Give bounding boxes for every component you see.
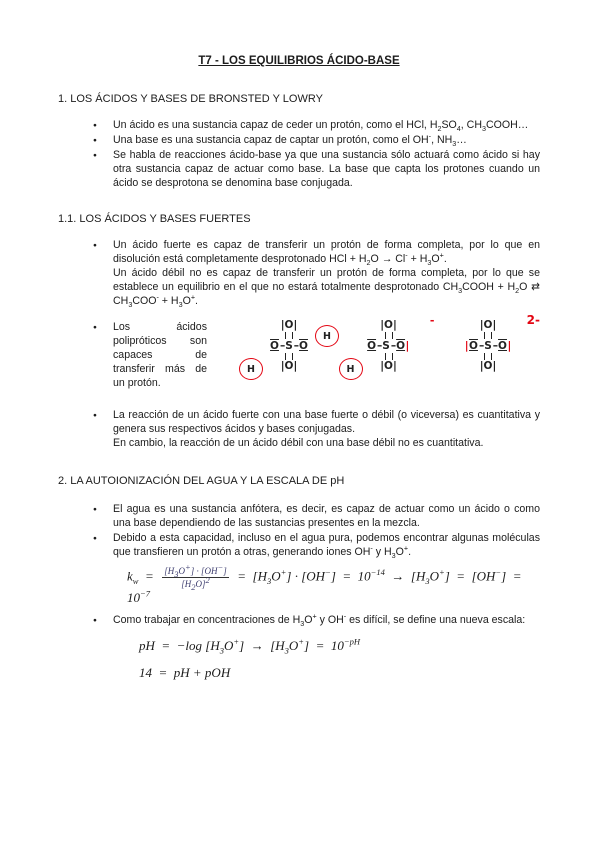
oxygen-left: O bbox=[270, 340, 279, 352]
reaction-paragraph-2: En cambio, la reacción de un ácido débil con una base débil no es cuantitativa. bbox=[113, 437, 484, 449]
sulfur-atom: S bbox=[285, 340, 293, 352]
hydrogen-circled-icon: H bbox=[315, 325, 339, 347]
oxygen-right: O bbox=[498, 340, 507, 352]
reaction-paragraph-1: ● La reacción de un ácido fuerte con una base fuerte o débil (o viceversa) es cuantitativa y genera sus respectivos ácidos y bases conjugadas. bbox=[113, 409, 540, 435]
polyprotic-text: ● Los ácidos polipróticos son capaces de transferir más de un protón. bbox=[113, 321, 207, 389]
lewis-structure-h2so4 bbox=[241, 320, 337, 398]
oxygen-bottom: |O| bbox=[280, 360, 298, 372]
single-bond-icon: – bbox=[377, 340, 382, 352]
lone-pair-red-icon: | bbox=[507, 340, 512, 352]
kw-formula: $k_w$ = $\frac{[H_3O^+] \cdot [OH^-]}{[H_2O]^2}$ = $[H_3O^+] \cdot [OH^-] = 10^{-14} \to [H_3O^+] = [OH^-] = 10^{-7}$ bbox=[127, 562, 525, 605]
section-1-1-heading: 1.1. LOS ÁCIDOS Y BASES FUERTES bbox=[58, 213, 251, 225]
single-bond-icon: – bbox=[478, 340, 484, 352]
single-bond-icon: – bbox=[390, 340, 396, 352]
oxygen-bottom: |O| bbox=[479, 360, 497, 372]
double-bond-icon bbox=[385, 353, 393, 360]
weak-acid-paragraph: Un ácido débil no es capaz de transferir un protón de forma completa, por lo que se establece un equilibrio en el que no estará totalmente desprotonado $CH_3COOH + H_2O$ ⇄ $CH_3COO^- + H_3O^+$. bbox=[113, 267, 540, 310]
page-title: T7 - LOS EQUILIBRIOS ÁCIDO-BASE bbox=[198, 55, 400, 67]
oxygen-left: O bbox=[367, 340, 377, 352]
bullet-acid-definition: ● Un ácido es una sustancia capaz de ceder un protón, como el HCl, $H_2SO_4$, $CH_3COOH\dots$ bbox=[113, 118, 540, 132]
bullet-polyprotic bbox=[113, 313, 540, 398]
oxygen-top: |O| bbox=[479, 319, 497, 331]
bullet-strong-acid bbox=[113, 238, 540, 308]
bullet-quantitative-reaction bbox=[113, 408, 540, 450]
poh-formula: 14 = pH + pOH bbox=[139, 665, 231, 680]
negative-charge-label: - bbox=[429, 314, 435, 327]
oxygen-left: O bbox=[469, 340, 478, 352]
double-bond-icon bbox=[484, 332, 492, 339]
lewis-structures bbox=[207, 313, 540, 398]
double-bond-icon bbox=[285, 353, 293, 360]
section-2-bullet-list bbox=[58, 502, 540, 682]
ph-formula: pH = −log $[H_3O^+] \to [H_3O^+] = 10^{-pH}$ bbox=[139, 636, 361, 656]
lewis-structure-so4 bbox=[440, 313, 540, 398]
bullet-ph-scale bbox=[113, 613, 540, 682]
oxygen-top: |O| bbox=[380, 319, 397, 331]
section-1-1-bullet-list bbox=[58, 238, 540, 450]
hydrogen-circled-icon: H bbox=[339, 358, 363, 380]
bullet-autoionization bbox=[113, 531, 540, 607]
sulfur-atom: S bbox=[382, 340, 390, 352]
oxygen-bottom: |O| bbox=[380, 360, 397, 372]
double-bond-icon bbox=[484, 353, 492, 360]
single-bond-icon: – bbox=[293, 340, 299, 352]
section-1-bullet-list bbox=[58, 118, 540, 190]
section-2-heading: 2. LA AUTOIONIZACIÓN DEL AGUA Y LA ESCALA DE pH bbox=[58, 475, 345, 487]
single-bond-icon: – bbox=[279, 340, 285, 352]
sulfur-atom: S bbox=[484, 340, 492, 352]
double-bond-icon bbox=[285, 332, 293, 339]
ph-scale-text: ● Como trabajar en concentraciones de $H_3O^+$ y OH- es difícil, se define una nueva escala: bbox=[113, 611, 526, 629]
oxygen-right: O bbox=[299, 340, 308, 352]
hydrogen-circled-icon: H bbox=[239, 358, 263, 380]
lone-pair-red-icon: | bbox=[464, 340, 469, 352]
bullet-amphoteric-water: ● El agua es una sustancia anfótera, es decir, es capaz de actuar como un ácido o como una base dependiendo de las sustancias presentes en la mezcla. bbox=[113, 502, 540, 530]
lewis-structure-hso4 bbox=[341, 314, 437, 398]
autoionization-text: ● Debido a esta capacidad, incluso en el agua pura, podemos encontrar algunas moléculas que transfieren un protón a otras, generando iones OH- y $H_3O^+$. bbox=[113, 532, 540, 561]
bullet-base-definition: ● Una base es una sustancia capaz de captar un protón, como el OH-, $NH_3\dots$ bbox=[113, 133, 540, 147]
strong-acid-paragraph: ● Un ácido fuerte es capaz de transferir un protón de forma completa, por lo que en disolución está completamente desprotonado HCl + $H_2O \to Cl^- + H_3O^+$. bbox=[113, 239, 540, 268]
oxygen-top: |O| bbox=[280, 319, 298, 331]
oxygen-right: O bbox=[396, 340, 406, 352]
bullet-acid-base-reactions: ● Se habla de reacciones ácido-base ya que una sustancia sólo actuará como ácido si hay otra sustancia capaz de actuar como base. La base que capta los protones cuando un ácido se desprotona se denomina base conjugada. bbox=[113, 148, 540, 190]
lone-pair-red-icon: | bbox=[405, 340, 410, 352]
two-minus-charge-label: 2- bbox=[526, 313, 540, 327]
single-bond-icon: – bbox=[492, 340, 498, 352]
section-1-heading: 1. LOS ÁCIDOS Y BASES DE BRONSTED Y LOWRY bbox=[58, 93, 323, 105]
double-bond-icon bbox=[385, 332, 393, 339]
